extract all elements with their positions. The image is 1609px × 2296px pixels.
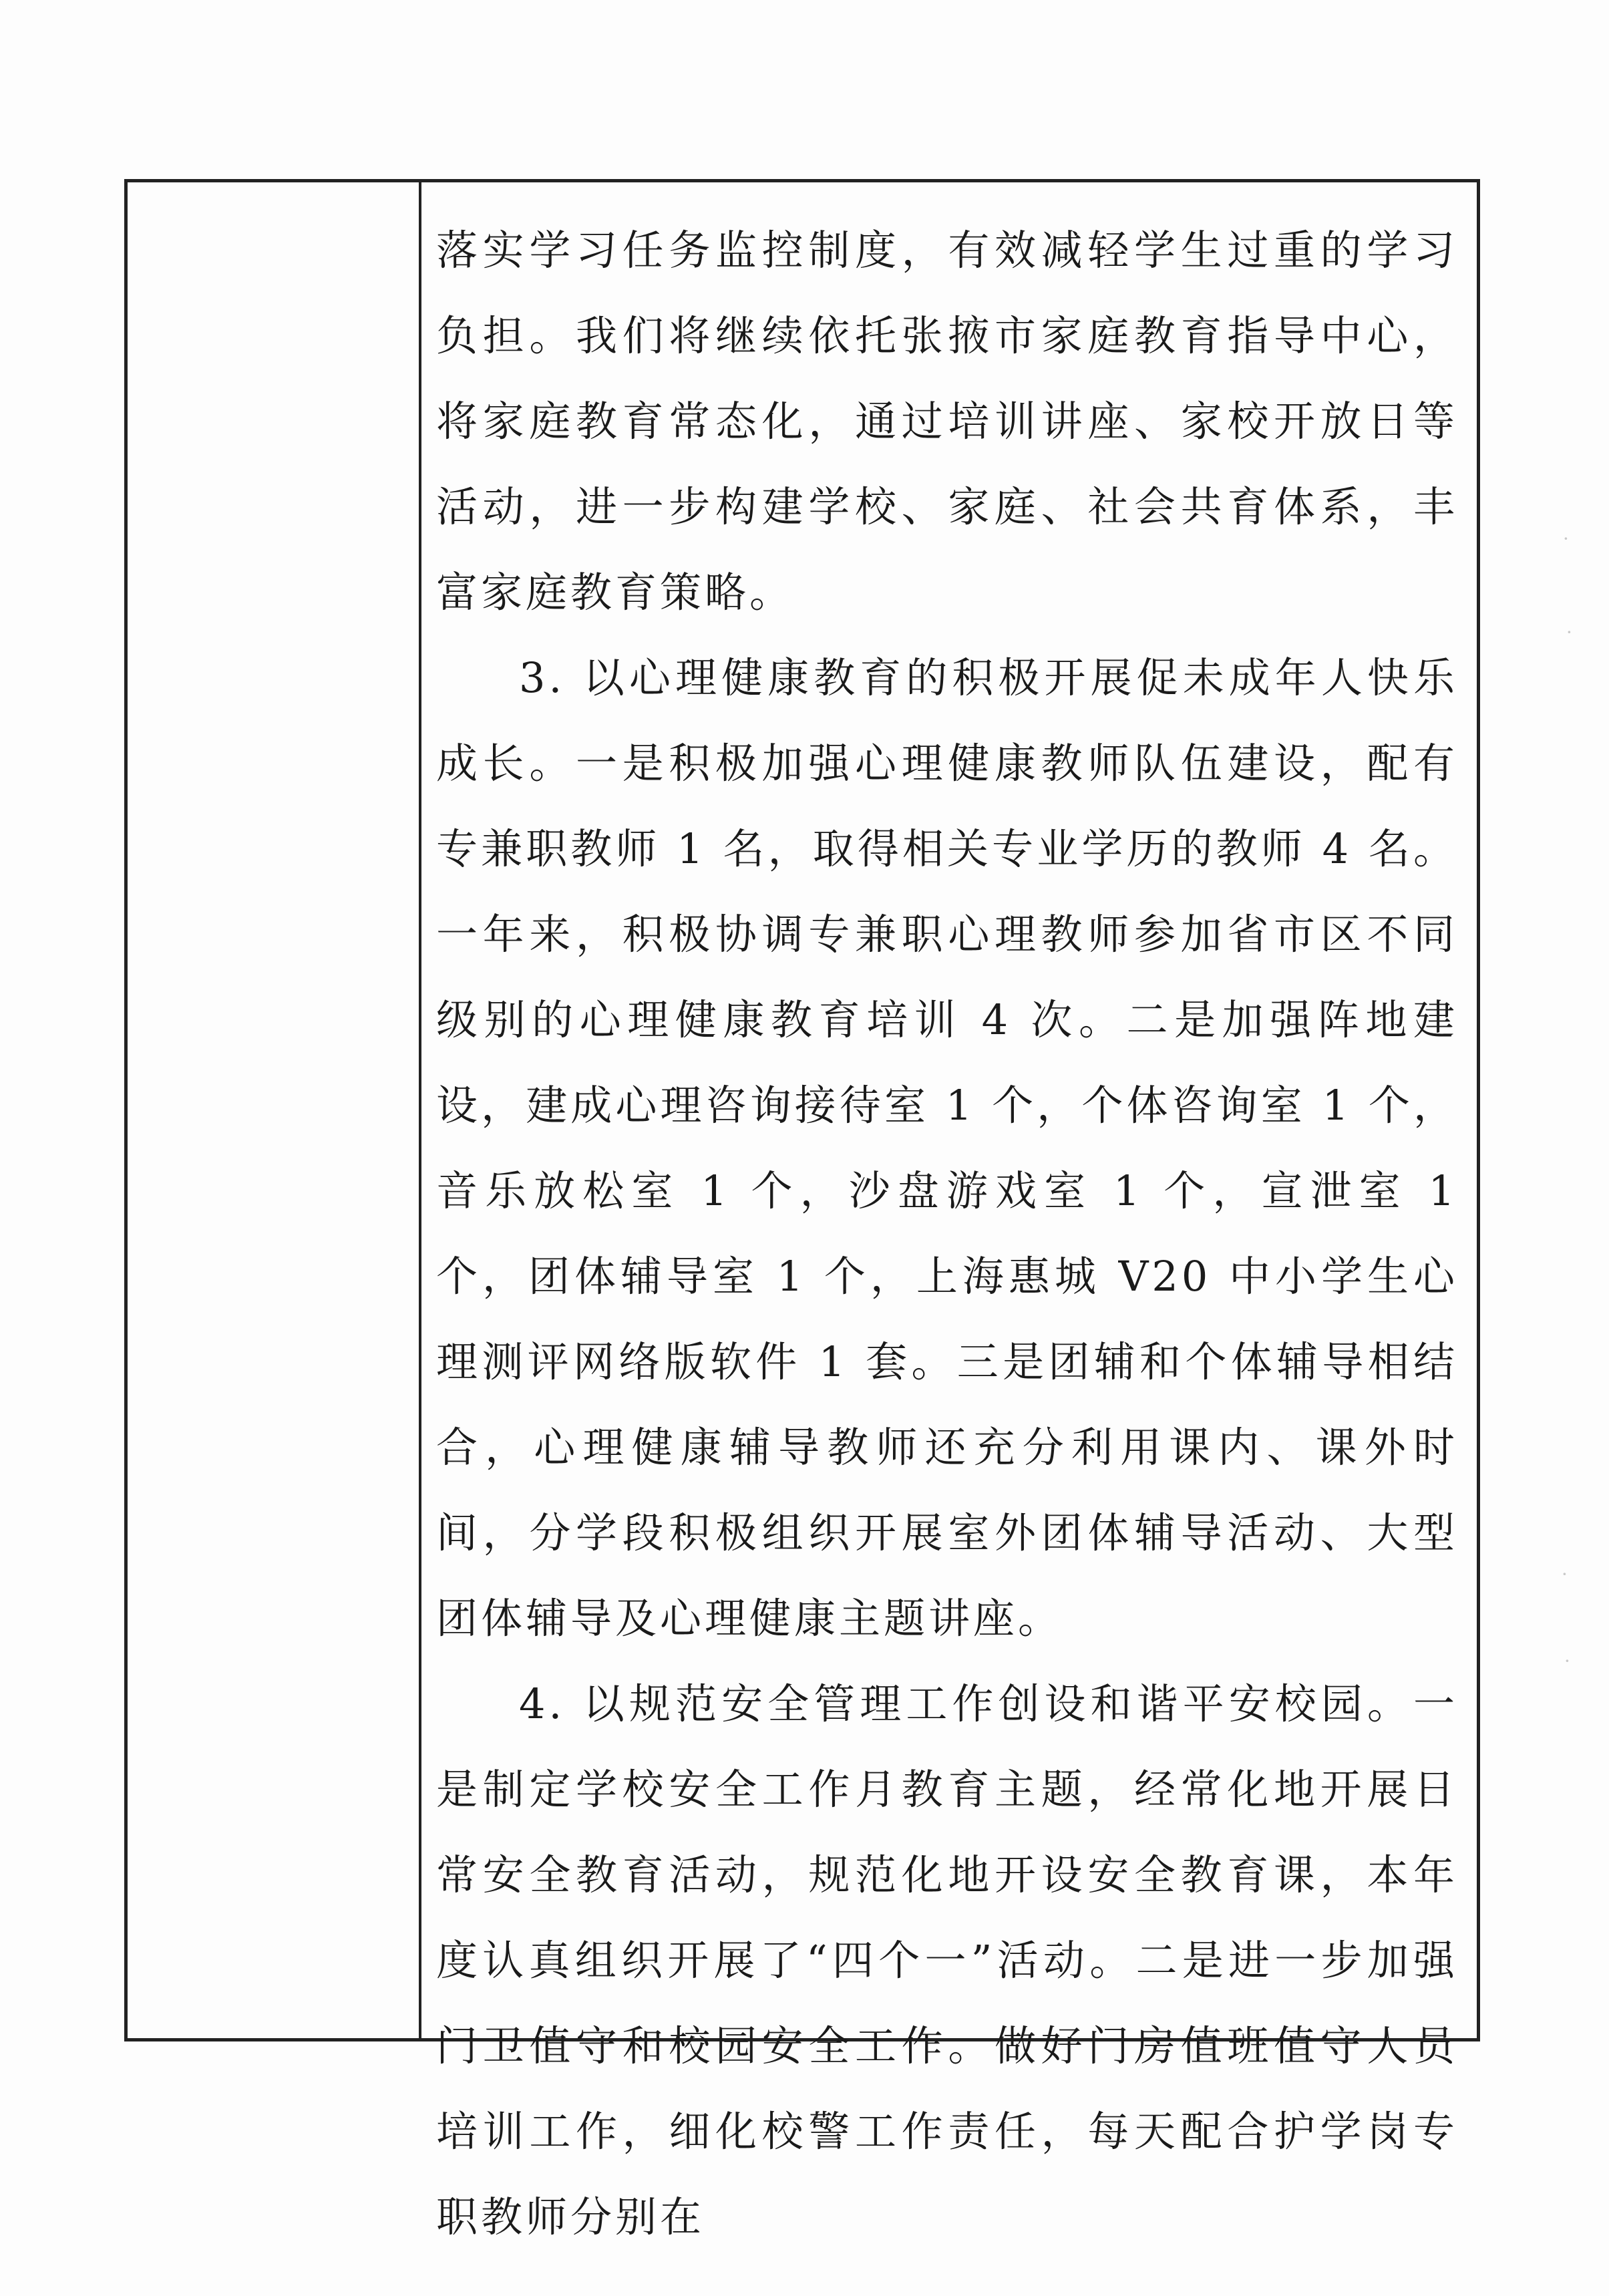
scan-speck: ·	[1563, 528, 1569, 550]
paragraph-continuation: 落实学习任务监控制度，有效减轻学生过重的学习负担。我们将继续依托张掖市家庭教育指导中心，将家庭教育常态化，通过培训讲座、家校开放日等活动，进一步构建学校、家庭、社会共育体系，丰富家庭教育策略。	[436, 226, 1458, 617]
scan-speck: ·	[1566, 621, 1572, 643]
form-table	[124, 179, 1480, 2241]
table-content-cell	[421, 182, 1477, 2241]
scan-speck: ·	[1564, 1650, 1570, 1672]
paragraph-safety-management: 4. 以规范安全管理工作创设和谐平安校园。一是制定学校安全工作月教育主题，经常化地开展日常安全教育活动，规范化地开设安全教育课，本年度认真组织开展了“四个一”活动。二是进一步加强门卫值守和校园安全工作。做好门房值班值守人员培训工作，细化校警工作责任，每天配合护学岗专职教师分别在	[436, 1679, 1458, 2241]
paragraph-mental-health: 3. 以心理健康教育的积极开展促未成年人快乐成长。一是积极加强心理健康教师队伍建设，配有专兼职教师 1 名，取得相关专业学历的教师 4 名。一年来，积极协调专兼职心理教师参加省市区不同级别的心理健康教育培训 4 次。二是加强阵地建设，建成心理咨询接待室 1 个，个体咨询室 1 个，音乐放松室 1 个，沙盘游戏室 1 个，宣泄室 1 个，团体辅导室 1 个，上海惠城 V20 中小学生心理测评网络版软件 1 套。三是团辅和个体辅导相结合，心理健康辅导教师还充分利用课内、课外时间，分学段积极组织开展室外团体辅导活动、大型团体辅导及心理健康主题讲座。	[436, 653, 1458, 1643]
scan-speck: ·	[1562, 1563, 1568, 1585]
table-label-cell	[128, 182, 421, 2038]
